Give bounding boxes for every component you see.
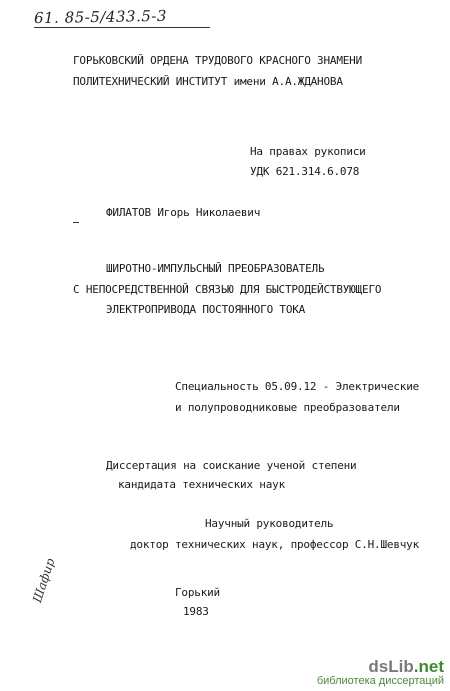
specialty-line-2: и полупроводниковые преобразователи: [175, 401, 400, 414]
udc-code: УДК 621.314.6.078: [250, 165, 360, 178]
catalog-number-underline: [34, 27, 210, 28]
handwritten-signature: Шафир: [30, 556, 58, 605]
title-line-3: ЭЛЕКТРОПРИВОДА ПОСТОЯННОГО ТОКА: [106, 303, 306, 316]
degree-line-1: Диссертация на соискание ученой степени: [106, 459, 357, 472]
rights-notice: На правах рукописи: [250, 145, 366, 158]
institute-line-2: ПОЛИТЕХНИЧЕСКИЙ ИНСТИТУТ имени А.А.ЖДАНОВА: [73, 75, 343, 88]
watermark-subtitle: библиотека диссертаций: [316, 675, 444, 687]
watermark-logo: [317, 657, 444, 687]
margin-tick-mark: [73, 222, 79, 223]
degree-line-2: кандидата технических наук: [118, 478, 285, 491]
author-name: ФИЛАТОВ Игорь Николаевич: [106, 206, 261, 219]
title-line-1: ШИРОТНО-ИМПУЛЬСНЫЙ ПРЕОБРАЗОВАТЕЛЬ: [106, 262, 325, 275]
city: Горький: [175, 586, 220, 599]
watermark-logo-text: dsLib.net: [368, 657, 444, 676]
year: 1983: [183, 605, 209, 618]
advisor-label: Научный руководитель: [205, 517, 334, 530]
institute-line-1: ГОРЬКОВСКИЙ ОРДЕНА ТРУДОВОГО КРАСНОГО ЗНАМЕНИ: [73, 54, 363, 67]
advisor-name: доктор технических наук, профессор С.Н.Шевчук: [130, 538, 420, 551]
specialty-line-1: Специальность 05.09.12 - Электрические: [175, 380, 420, 393]
handwritten-catalog-number: 61. 85-5/433.5-3: [33, 6, 168, 28]
title-line-2: С НЕПОСРЕДСТВЕННОЙ СВЯЗЬЮ ДЛЯ БЫСТРОДЕЙСТВУЮЩЕГО: [73, 283, 382, 296]
